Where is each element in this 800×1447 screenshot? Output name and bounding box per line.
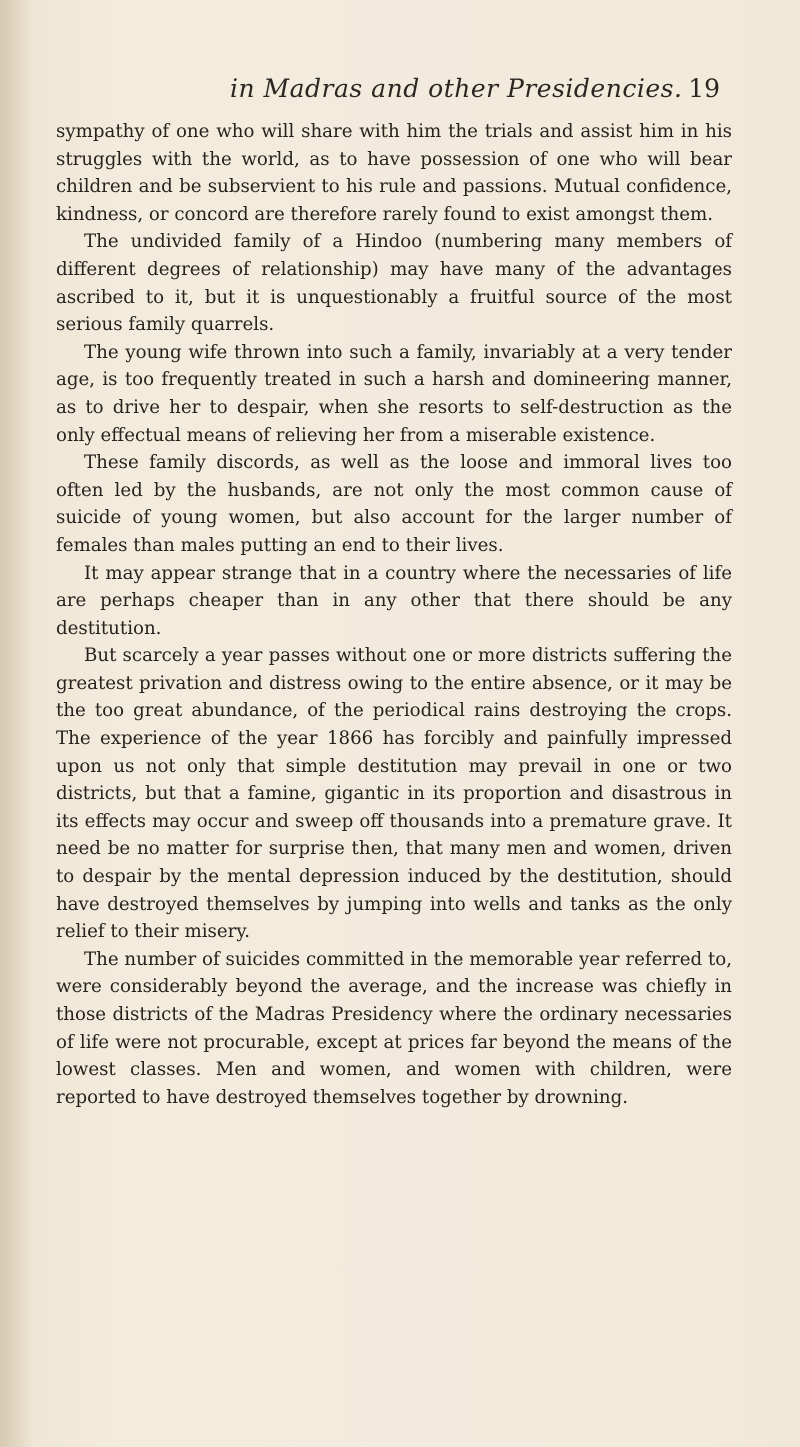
page-number: 19 xyxy=(688,74,720,103)
paragraph: sympathy of one who will share with him the trials and assist him in his struggles with the world, as to have possession of one who will bear children and be subservient to his rule and passions. Mutual confidence, kindness, or concord are therefore rarely found to exist amongst them. xyxy=(56,121,732,225)
paragraph: But scarcely a year passes without one or more districts suffering the greatest privation and distress owing to the entire absence, or it may be the too great abundance, of the periodical rains destroying the crops. The experience of the year 1866 has forcibly and painfully impressed upon us not only that simple destitution may prevail in one or two districts, but that a famine, gigantic in its proportion and disastrous in its effects may occur and sweep off thousands into a premature grave. It need be no matter for surprise then, that many men and women, driven to despair by the mental depression induced by the destitution, should have destroyed themselves by jumping into wells and tanks as the only relief to their misery. xyxy=(56,645,732,943)
paragraph: It may appear strange that in a country where the necessaries of life are perhaps cheaper than in any other that there should be any destitution. xyxy=(56,562,732,639)
paragraph: The undivided family of a Hindoo (numbering many members of different degrees of relationship) may have many of the advantages ascribed to it, but it is unquestionably a fruitful source of the most serious family quarrels. xyxy=(56,231,732,336)
body-text xyxy=(56,118,732,1111)
paragraph: The number of suicides committed in the memorable year referred to, were considerably beyond the average, and the increase was chiefly in those districts of the Madras Presidency where the ordinary necessaries of life were not procurable, except at prices far beyond the means of the lowest classes. Men and women, and women with children, were reported to have destroyed themselves together by drowning. xyxy=(56,948,732,1108)
running-head xyxy=(150,74,720,108)
running-title: in Madras and other Presidencies. xyxy=(230,74,683,103)
paragraph: These family discords, as well as the loose and immoral lives too often led by the husbands, are not only the most common cause of suicide of young women, but also account for the larger number of females than males putting an end to their lives. xyxy=(56,452,732,556)
binding-shadow xyxy=(0,0,34,1447)
paragraph: The young wife thrown into such a family, invariably at a very tender age, is too frequently treated in such a harsh and domineering manner, as to drive her to despair, when she resorts to self-destruction as the only effectual means of relieving her from a miserable existence. xyxy=(56,341,732,446)
